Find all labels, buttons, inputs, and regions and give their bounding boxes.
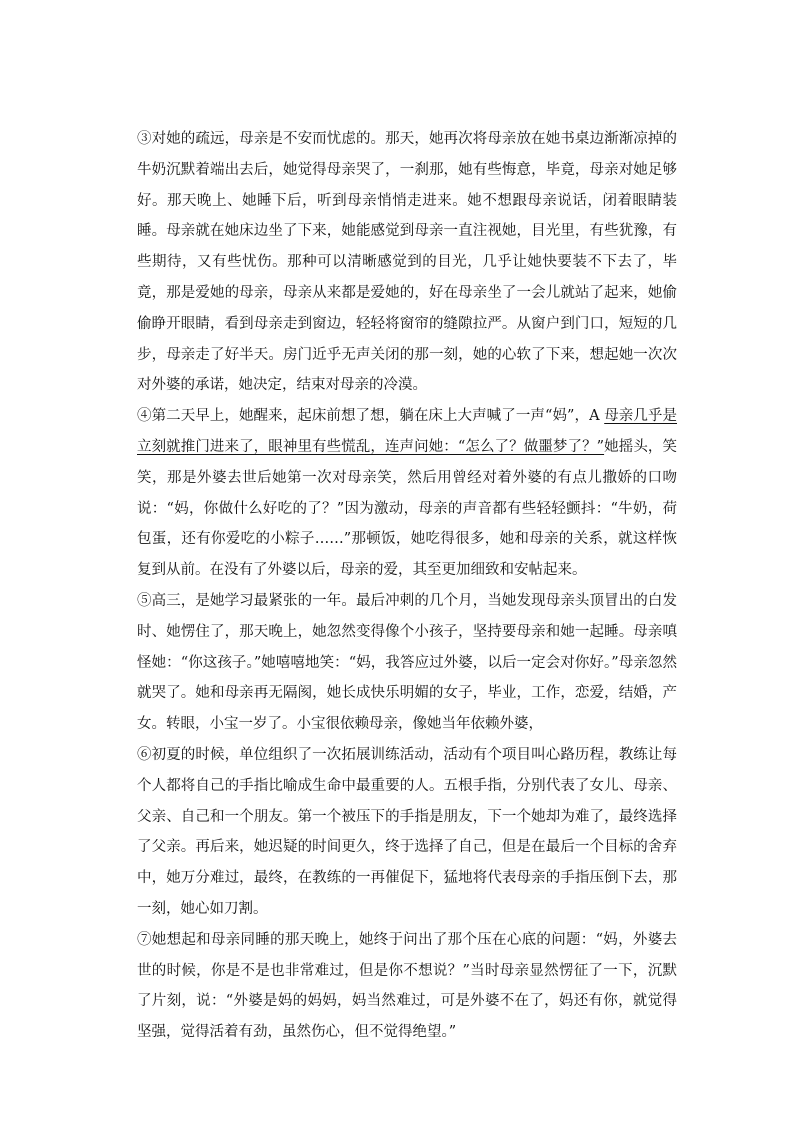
paragraph-6: ⑥初夏的时候，单位组织了一次拓展训练活动，活动有个项目叫心路历程，教练让每个人都将自己的手指比喻成生命中最重要的人。五根手指，分别代表了女儿、母亲、父亲、自己和一个朋友。第一个被压下的手指是朋友，下一个她却为难了，最终选择了父亲。再后来，她迟疑的时间更久，终于选择了自己，但是在最后一个目标的舍弃中，她万分难过，最终，在教练的一再催促下，猛地将代表母亲的手指压倒下去，那一刻，她心如刀割。 bbox=[137, 746, 677, 917]
paragraph-7: ⑦她想起和母亲同睡的那天晚上，她终于问出了那个压在心底的问题：“妈，外婆去世的时候，你是不是也非常难过，但是你不想说？”当时母亲显然愣征了一下，沉默了片刻，说：“外婆是妈的妈妈，妈当然难过，可是外婆不在了，妈还有你，就觉得坚强，觉得活着有劲，虽然伤心，但不觉得绝望。” bbox=[137, 931, 677, 1041]
paragraph-4-rest: 她摇头，笑笑，那是外婆去世后她第一次对母亲笑，然后用曾经对着外婆的有点儿撒娇的口吻说：“妈，你做什么好吃的了？”因为激动，母亲的声音都有些轻轻颤抖：“牛奶，荷包蛋，还有你爱吃的小粽子……”那顿饭，她吃得很多，她和母亲的关系，就这样恢复到从前。在没有了外婆以后，母亲的爱，其至更加细致和安帖起来。 bbox=[137, 438, 678, 579]
paragraph-3: ③对她的疏远，母亲是不安而忧虑的。那天，她再次将母亲放在她书桌边渐渐凉掉的牛奶沉默着端出去后，她觉得母亲哭了，一刹那，她有些悔意，毕竟，母亲对她足够好。那天晚上、她睡下后，听到母亲悄悄走进来。她不想跟母亲说话，闭着眼睛装睡。母亲就在她床边坐了下来，她能感觉到母亲一直注视她，目光里，有些犹豫，有些期待，又有些忧伤。那种可以清晰感觉到的目光，几乎让她快要装不下去了，毕竟，那是爱她的母亲，母亲从来都是爱她的，好在母亲坐了一会儿就站了起来，她偷偷睁开眼睛，看到母亲走到窗边，轻轻将窗帘的缝隙拉严。从窗户到门口，短短的几步，母亲走了好半天。房门近乎无声关闭的那一刻，她的心软了下来，想起她一次次对外婆的承诺，她决定，结束对母亲的冷漠。 bbox=[137, 131, 677, 394]
paragraph-4-lead: ④第二天早上，她醒来，起床前想了想，躺在床上大声喊了一声“妈”，A bbox=[137, 408, 605, 425]
paragraph-4 bbox=[137, 401, 677, 586]
underlined-sentence-a: 母亲几乎是立刻就推门进来了，眼神里有些慌乱，连声问她：“怎么了？做噩梦了？” bbox=[137, 408, 677, 455]
article-body bbox=[137, 124, 677, 1048]
paragraph-5: ⑤高三，是她学习最紧张的一年。最后冲刺的几个月，当她发现母亲头顶冒出的白发时、她愣住了，那天晚上，她忽然变得像个小孩子，坚持要母亲和她一起睡。母亲嗔怪她：“你这孩子。”她嘻嘻地笑：“妈，我答应过外婆，以后一定会对你好。”母亲忽然就哭了。她和母亲再无隔阂，她长成快乐明媚的女子，毕业，工作，恋爱，结婚，产女。转眼，小宝一岁了。小宝很依赖母亲，像她当年依赖外婆， bbox=[137, 592, 677, 733]
